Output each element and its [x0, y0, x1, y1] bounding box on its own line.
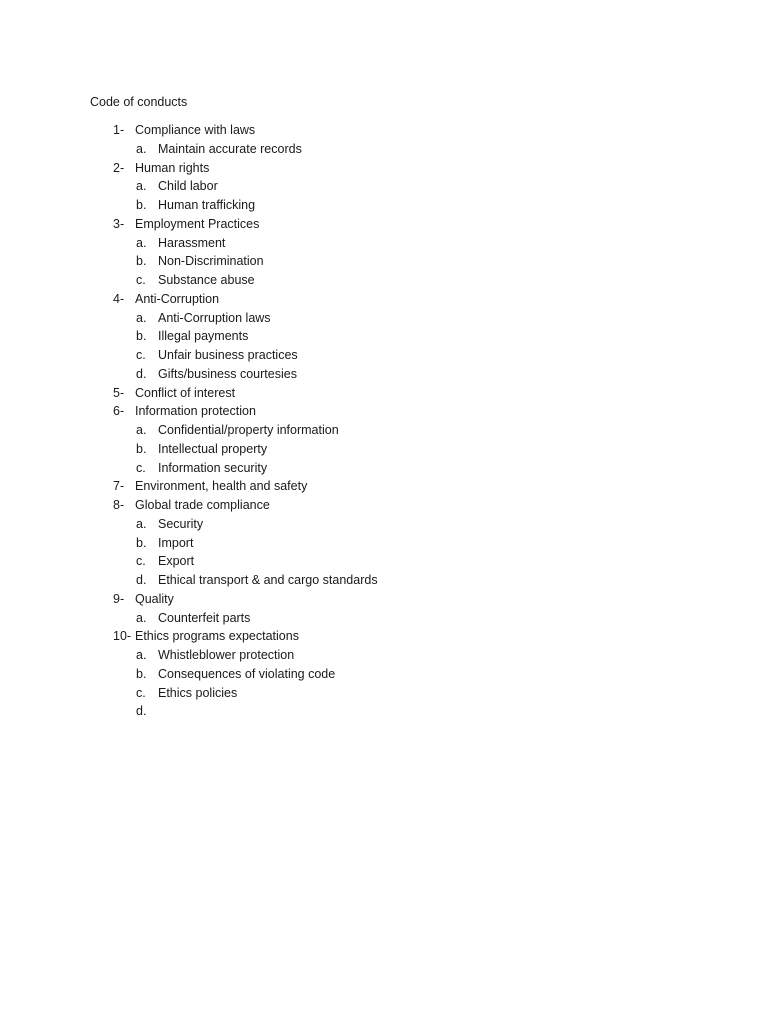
- section-label: Compliance with laws: [135, 123, 256, 137]
- subitem-letter: a.: [136, 648, 147, 662]
- document-title: Code of conducts: [90, 95, 188, 109]
- section-label: Anti-Corruption: [135, 291, 220, 306]
- section-number: 3-: [113, 216, 125, 231]
- section-label: Quality: [135, 591, 174, 606]
- outline-subitem: [0, 309, 768, 328]
- outline-subitem: [0, 702, 768, 721]
- subitem-letter: c.: [136, 460, 146, 475]
- outline-subitem: [0, 234, 768, 253]
- subitem-letter: d.: [136, 704, 147, 719]
- section-label: Ethics programs expectations: [135, 629, 299, 644]
- subitem-label: Consequences of violating code: [158, 666, 336, 681]
- subitem-label: Security: [158, 516, 204, 531]
- subitem-letter: a.: [136, 235, 147, 250]
- subitem-label: Child labor: [158, 179, 218, 194]
- outline-section: [0, 402, 768, 421]
- outline-subitem: [0, 346, 768, 365]
- subitem-label: Anti-Corruption laws: [158, 310, 271, 325]
- subitem-label: Unfair business practices: [158, 348, 298, 362]
- section-number: 5-: [113, 385, 125, 400]
- subitem-label: Import: [158, 535, 194, 550]
- subitem-letter: b.: [136, 441, 147, 456]
- subitem-letter: d.: [136, 366, 147, 381]
- outline-subitem: [0, 440, 768, 459]
- subitem-letter: b.: [136, 666, 147, 681]
- outline-subitem: [0, 459, 768, 478]
- section-number: 4-: [113, 291, 125, 306]
- outline-section: [0, 496, 768, 515]
- subitem-letter: b.: [136, 329, 147, 344]
- subitem-letter: a.: [136, 610, 147, 625]
- outline-subitem: [0, 534, 768, 553]
- outline-subitem: [0, 571, 768, 590]
- section-number: 6-: [113, 404, 125, 419]
- outline-subitem: [0, 515, 768, 534]
- section-number: 9-: [113, 591, 125, 606]
- outline-section: [0, 590, 768, 609]
- section-label: Human rights: [135, 160, 210, 175]
- outline-subitem: [0, 552, 768, 571]
- subitem-label: Human trafficking: [158, 198, 256, 212]
- subitem-letter: d.: [136, 573, 147, 587]
- subitem-label: Intellectual property: [158, 441, 268, 456]
- outline-subitem: [0, 177, 768, 196]
- subitem-label: Ethics policies: [158, 685, 238, 700]
- outline-subitem: [0, 609, 768, 628]
- subitem-label: Whistleblower protection: [158, 648, 295, 662]
- subitem-letter: a.: [136, 179, 147, 194]
- outline-subitem: [0, 327, 768, 346]
- section-number: 2-: [113, 160, 125, 175]
- section-number: 10-: [113, 629, 132, 644]
- subitem-label: Counterfeit parts: [158, 610, 251, 625]
- section-number: 7-: [113, 479, 125, 494]
- outline-section: [0, 627, 768, 646]
- subitem-label: Information security: [158, 460, 268, 475]
- subitem-letter: b.: [136, 254, 147, 269]
- subitem-letter: c.: [136, 554, 146, 569]
- outline-section: [0, 384, 768, 403]
- subitem-letter: a.: [136, 141, 147, 156]
- subitem-letter: a.: [136, 310, 147, 325]
- section-label: Environment, health and safety: [135, 479, 308, 494]
- section-label: Information protection: [135, 404, 256, 419]
- outline-section: [0, 159, 768, 178]
- subitem-letter: c.: [136, 348, 146, 362]
- outline-section: [0, 121, 768, 140]
- subitem-label: Confidential/property information: [158, 423, 339, 437]
- outline-subitem: [0, 196, 768, 215]
- subitem-letter: b.: [136, 535, 147, 550]
- outline-subitem: [0, 271, 768, 290]
- subitem-label: Non-Discrimination: [158, 254, 264, 269]
- subitem-label: Illegal payments: [158, 329, 249, 344]
- subitem-label: Substance abuse: [158, 273, 255, 287]
- outline-subitem: [0, 252, 768, 271]
- outline-list: [0, 121, 768, 721]
- subitem-letter: c.: [136, 685, 146, 700]
- outline-subitem: [0, 140, 768, 159]
- subitem-letter: a.: [136, 516, 147, 531]
- section-number: 8-: [113, 498, 125, 512]
- subitem-letter: a.: [136, 423, 147, 437]
- section-number: 1-: [113, 123, 125, 137]
- section-label: Global trade compliance: [135, 498, 270, 512]
- outline-subitem: [0, 421, 768, 440]
- section-label: Employment Practices: [135, 216, 260, 231]
- subitem-label: Gifts/business courtesies: [158, 366, 297, 381]
- outline-subitem: [0, 365, 768, 384]
- subitem-label: Harassment: [158, 235, 226, 250]
- outline-section: [0, 290, 768, 309]
- outline-section: [0, 477, 768, 496]
- subitem-letter: b.: [136, 198, 147, 212]
- outline-subitem: [0, 646, 768, 665]
- subitem-label: Export: [158, 554, 195, 569]
- subitem-label: Maintain accurate records: [158, 141, 302, 156]
- outline-subitem: [0, 684, 768, 703]
- section-label: Conflict of interest: [135, 385, 236, 400]
- outline-subitem: [0, 665, 768, 684]
- outline-section: [0, 215, 768, 234]
- subitem-letter: c.: [136, 273, 146, 287]
- subitem-label: Ethical transport & and cargo standards: [158, 573, 378, 587]
